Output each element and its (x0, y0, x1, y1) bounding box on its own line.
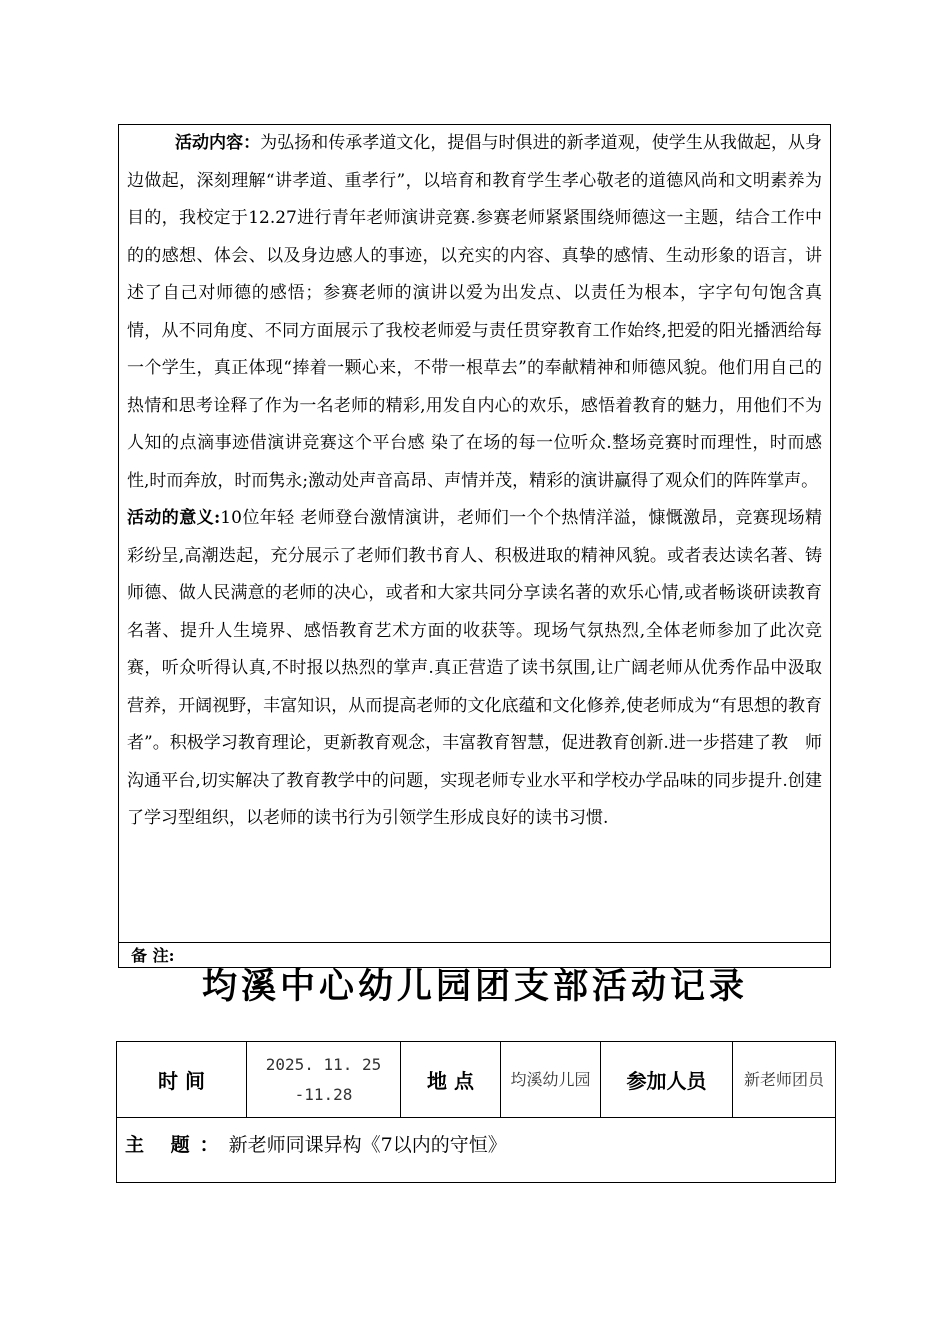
place-label: 地 点 (401, 1042, 501, 1118)
participants-label: 参加人员 (601, 1042, 733, 1118)
activity-content (127, 125, 822, 838)
record-title: 均溪中心幼儿园团支部活动记录 (201, 966, 748, 1007)
record-table (116, 1041, 836, 1183)
activity-meaning-paragraph (127, 500, 822, 838)
activity-record-box (118, 124, 831, 968)
meaning-text: 10位年轻 老师登台激情演讲，老师们一个个热情洋溢，慷慨激昂，竞赛现场精彩纷呈,高潮迭起，充分展示了老师们教书育人、积极进取的精神风貌。或者表达读名著、铸师德、做人民满意的老师的决心，或者和大家共同分享读名著的欢乐心情,或者畅谈研读教育名著、提升人生境界、感悟教育艺术方面的收获等。现场气氛热烈,全体老师参加了此次竞赛，听众听得认真,不时报以热烈的掌声.真正营造了读书氛围,让广阔老师从优秀作品中汲取营养，开阔视野，丰富知识，从而提高老师的文化底蕴和文化修养,使老师成为“有思想的教育者”。积极学习教育理论，更新教育观念，丰富教育智慧，促进教育创新.进一步搭建了教 师沟通平台,切实解决了教育教学中的问题，实现老师专业水平和学校办学品味的同步提升.创建了学习型组织，以老师的读书行为引领学生形成良好的读书习惯. (127, 508, 822, 828)
time-value (247, 1042, 401, 1118)
content-label: 活动内容： (175, 133, 261, 153)
place-value: 均溪幼儿园 (501, 1042, 601, 1118)
participants-value: 新老师团员 (733, 1042, 836, 1118)
meaning-label: 活动的意义: (127, 508, 221, 528)
time-value-line1: 2025. 11. 25 (265, 1054, 382, 1074)
topic-cell (117, 1118, 836, 1183)
notes-label: 备 注: (131, 946, 175, 965)
time-value-line2: -11.28 (294, 1084, 353, 1104)
activity-content-paragraph (127, 125, 822, 500)
table-row (117, 1118, 836, 1183)
content-text: 为弘扬和传承孝道文化，提倡与时俱进的新孝道观，使学生从我做起，从身边做起，深刻理解“讲孝道、重孝行”，以培育和教育学生孝心敬老的道德风尚和文明素养为目的，我校定于12.27进行青年老师演讲竞赛.参赛老师紧紧围绕师德这一主题，结合工作中的的感想、体会、以及身边感人的事迹，以充实的内容、真挚的感情、生动形象的语言，讲述了自己对师德的感悟；参赛老师的演讲以爱为出发点、以责任为根本，字字句句饱含真情，从不同角度、不同方面展示了我校老师爱与责任贯穿教育工作始终,把爱的阳光播洒给每一个学生，真正体现“捧着一颗心来，不带一根草去”的奉献精神和师德风貌。他们用自己的热情和思考诠释了作为一名老师的精彩,用发自内心的欢乐，感悟着教育的魅力，用他们不为人知的点滴事迹借演讲竞赛这个平台感 染了在场的每一位听众.整场竞赛时而理性，时而感性,时而奔放，时而隽永;激动处声音高昂、声情并茂，精彩的演讲赢得了观众们的阵阵掌声。 (127, 133, 823, 491)
topic-value: 新老师同课异构《7以内的守恒》 (228, 1134, 507, 1156)
time-label: 时 间 (117, 1042, 247, 1118)
topic-label: 主 题： (125, 1134, 229, 1156)
table-row (117, 1042, 836, 1118)
